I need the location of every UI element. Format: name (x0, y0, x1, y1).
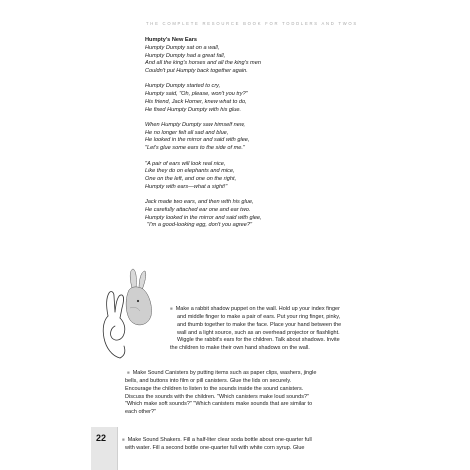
page-tab-divider (117, 427, 118, 470)
paragraph-line: "Which make soft sounds?" "Which canisters make sounds that are similar to (125, 401, 313, 408)
sound-canisters-paragraph (125, 369, 316, 417)
running-head: THE COMPLETE RESOURCE BOOK FOR TODDLERS AND TWOS (146, 21, 358, 26)
paragraph-text: Make Sound Shakers. Fill a half-liter clear soda bottle about one-quarter full (127, 437, 312, 443)
poem-line: Humpty said, "Oh, please, won't you try?" (145, 91, 248, 98)
paragraph-text: Make a rabbit shadow puppet on the wall. Hold up your index finger (175, 306, 340, 312)
paragraph-line: each other?" (125, 409, 157, 416)
poem-line: When Humpty Dumpty saw himself new, (145, 121, 246, 128)
poem-line: One on the left, and one on the right, (145, 176, 237, 183)
paragraph-text: Make Sound Canisters by putting items such as paper clips, washers, jingle (132, 370, 317, 376)
hand-outline (103, 292, 125, 358)
shadow-puppet-paragraph (170, 305, 341, 353)
poem-stanza-1 (145, 45, 405, 76)
paragraph-line (120, 436, 312, 445)
poem-line: His friend, Jack Horner, knew what to do, (145, 98, 247, 105)
paragraph-line: bells, and buttons into film or pill canisters. Glue the lids on securely. (125, 377, 292, 384)
paragraph-line: and middle finger to make a pair of ears. Put your ring finger, pinky, (177, 313, 341, 320)
poem-line: "I'm a good-looking egg, don't you agree?" (147, 222, 253, 229)
paragraph-line: Encourage the children to listen to the sounds inside the sound canisters. (125, 385, 304, 392)
poem-line: Humpty Dumpty had a great fall, (145, 52, 226, 59)
poem-line: Humpty looked in the mirror and said with glee, (145, 214, 262, 221)
rabbit-head-shadow (126, 269, 151, 325)
poem-line: Humpty Dumpty sat on a wall, (145, 44, 220, 51)
poem-line: "Let's glue some ears to the side of me." (145, 145, 245, 152)
paragraph-line: wall and a light source, such as an overhead projector or flashlight. (177, 329, 340, 336)
poem-line: Like they do on elephants and mice, (145, 168, 235, 175)
sound-shakers-paragraph (120, 436, 312, 453)
poem-line: Couldn't put Humpty back together again. (145, 68, 248, 74)
poem-stanza-3 (145, 122, 405, 153)
paragraph-line: and thumb together to make the face. Place your hand between the (177, 321, 342, 328)
bullet-icon: ■ (170, 306, 173, 311)
poem-line: Humpty Dumpty started to cry, (145, 83, 221, 90)
rabbit-hand-shadow-illustration (96, 268, 156, 363)
poem-line: "A pair of ears will look real nice, (145, 160, 226, 167)
poem-line: He no longer felt all sad and blue, (145, 129, 229, 136)
poem-line: He fixed Humpty Dumpty with his glue. (145, 106, 242, 113)
paragraph-line (170, 305, 341, 314)
poem-line: He looked in the mirror and said with glee, (145, 137, 250, 144)
poem-stanza-5 (145, 199, 405, 230)
poem-line: And all the king's horses and all the king's men (145, 60, 261, 67)
poem-stanza-2 (145, 83, 405, 114)
paragraph-line: with water. Fill a second bottle one-quarter full with white corn syrup. Glue (125, 444, 305, 451)
poem-stanza-4 (145, 161, 405, 192)
paragraph-line: Wiggle the rabbit's ears for the children. Talk about shadows. Invite (177, 337, 340, 344)
poem-line: He carefully attached ear one and ear two. (145, 206, 251, 213)
paragraph-line: the children to make their own hand shadows on the wall. (170, 345, 310, 352)
poem-title: Humpty's New Ears (145, 37, 198, 43)
poem (145, 37, 405, 238)
page-number: 22 (96, 433, 107, 443)
paragraph-line (125, 369, 316, 378)
paragraph-line: Discuss the sounds with the children. "Which canisters make loud sounds?" (125, 393, 309, 400)
poem-line: Jack made two ears, and then with his glue, (145, 199, 254, 206)
bullet-icon: ■ (127, 370, 130, 375)
bullet-icon: ■ (122, 437, 125, 442)
poem-line: Humpty with ears—what a sight!" (145, 183, 228, 190)
